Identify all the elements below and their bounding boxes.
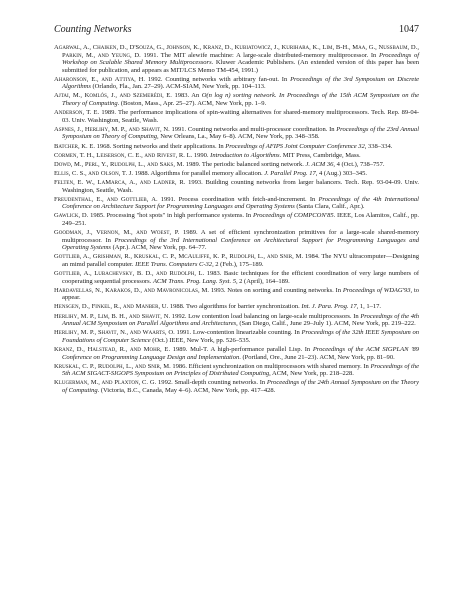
reference-entry (54, 143, 419, 151)
reference-details: , 338–334. (364, 142, 393, 150)
reference-venue: Proceedings of the ACM SIGPLAN '89 Conference on Programming Language Design and Implementation (62, 345, 419, 361)
reference-authors: Kranz, D., Halstead, R., and Mohr, E. (54, 345, 171, 353)
reference-authors: Aspnes, J., Herlihy, M. P., and Shavit, N. (54, 125, 170, 133)
reference-text: 1992. Low contention load balancing on large-scale multiprocessors. In (170, 312, 361, 320)
reference-details: . (Boston, Mass., Apr. 25–27). ACM, New York, pp. 1–9. (117, 100, 267, 108)
reference-details: . Kluwer Academic Publishers. (An extended version of this paper has been submitted for publication, and appears as MIT/LCS Memo TM-454, 1991.) (62, 59, 419, 74)
reference-authors: Freudenthal, E., and Gottlieb, A. (54, 195, 158, 203)
reference-entry (54, 303, 419, 311)
reference-entry (54, 346, 419, 361)
reference-text: 1990. (192, 151, 211, 159)
reference-text: 1991. Process coordination with fetch-and-increment. In (157, 195, 319, 203)
reference-text: 1989. The performance implications of spin-waiting alternatives for shared-memory multiprocessors. Tech. Rep. 89-04-03. Univ. Washington, Seattle, Wash. (62, 109, 419, 124)
reference-venue: Proceedings of the 24th Annual Symposium on the Theory of Computing (62, 379, 419, 394)
reference-text: 1993. Building counting networks from larger balancers. Tech. Rep. 93-04-09. Univ. Washington, Seattle, Wash. (62, 179, 420, 194)
reference-text: 1983. Basic techniques for the efficient coordination of very large numbers of cooperating sequential processors. (62, 270, 419, 285)
reference-details: . IEEE, Los Alamitos, Calif., pp. 249–251. (62, 212, 420, 228)
reference-entry (54, 229, 419, 252)
reference-details: . (Portland, Ore., June 21–23). ACM, New York, pp. 81–90. (239, 353, 395, 361)
reference-entry (54, 270, 419, 285)
running-head (54, 24, 419, 36)
reference-entry (54, 44, 419, 74)
reference-venue: J. ACM 36 (305, 160, 334, 168)
reference-venue: Proceedings of the 23rd Annual Symposium on Theory of Computing (62, 125, 419, 141)
reference-text: 1986. Efficient synchronization on multiprocessors with shared memory. In (170, 362, 371, 370)
page-body (54, 24, 419, 396)
reference-entry (54, 109, 419, 124)
reference-details: , (San Diego, Calif., June 29–July 1). ACM, New York, pp. 219–222. (236, 320, 416, 328)
reference-authors: Batcher, K. E. (54, 142, 96, 150)
reference-entry (54, 253, 419, 268)
reference-details: . (Victoria, B.C., Canada, May 4–6). ACM, New York, pp. 417–428. (97, 386, 276, 394)
reference-entry (54, 287, 419, 302)
reference-authors: Hardavellas, N., Karakos, D., and Mavronicolas, M. (54, 286, 209, 294)
reference-entry (54, 126, 419, 141)
reference-venue: Proceedings of the 4th International Conference on Architecture Support for Programming Languages and Operating Systems (62, 195, 419, 211)
reference-authors: Hensgen, D., Finkel, R., and Manber, U. (54, 303, 169, 311)
reference-authors: Agarwal, A., Chaiken, D., D'Souza, G., Johnson, K., Kranz, D., Kubiatowicz, J., Kurihara, K., Lim, B-H., Maa, G., Nussbaum, D., Parkin, M., and Yeung, D. (54, 44, 419, 59)
reference-venue: Introduction to Algorithms (210, 151, 280, 159)
reference-details: , 2 (April), 164–189. (235, 277, 290, 285)
reference-entry (54, 196, 419, 211)
reference-venue: IEEE Trans. Computers C-32 (135, 260, 213, 268)
page-number: 1047 (399, 24, 419, 35)
reference-authors: Aharonson, E., and Attiya, H. (54, 75, 146, 83)
reference-venue: Proceedings of Workshop on Scalable Shared Memory Multiprocessors (62, 51, 419, 67)
reference-venue: Proceedings of the 3rd Symposium on Discrete Algorithms (62, 75, 419, 91)
reference-authors: Goodman, J., Vernon, M., and Woest, P. (54, 229, 180, 237)
reference-authors: Gawlick, D. (54, 212, 89, 220)
reference-authors: Gottlieb, A., Grishman, R., Kruskal, C. P., McAuliffe, K. P., Rudolph, L., and Snir, M. (54, 253, 304, 261)
reference-venue: J. Parallel Prog. 17 (264, 169, 316, 177)
reference-details: , 4 (Aug.) 303–345. (315, 169, 367, 177)
reference-venue: O(n log n) sorting network. In Proceedings of the 15th ACM Symposium on the Theory of Computing (62, 92, 419, 108)
reference-entry (54, 152, 419, 160)
reference-details: , 1, 1–17. (356, 303, 382, 311)
reference-list (54, 44, 419, 394)
reference-authors: Herlihy, M. P., Lim, B. H., and Shavit, N. (54, 312, 171, 320)
reference-authors: Ellis, C. S., and Olson, T. J. (54, 169, 133, 177)
reference-text: 1983. An (171, 92, 202, 100)
reference-details: , ACM, New York, pp. 218–228. (269, 370, 354, 378)
reference-text: 1991. Low-contention linearizable counting. In (174, 329, 302, 337)
reference-entry (54, 161, 419, 169)
reference-text: 1993. Notes on sorting and counting networks. In (209, 286, 343, 294)
reference-text: 1968. Sorting networks and their applications. In (95, 142, 226, 150)
reference-entry (54, 76, 419, 91)
reference-authors: Kruskal, C. P., Rudolph, L., and Snir, M. (54, 362, 171, 370)
reference-details: (Apr.). ACM, New York, pp. 64–77. (110, 244, 207, 252)
reference-venue: Proceedings of WDAG'93 (342, 286, 411, 294)
reference-entry (54, 92, 419, 107)
reference-text: 1988. Algorithms for parallel memory allocation. (133, 169, 265, 177)
reference-entry (54, 212, 419, 227)
reference-venue: Proceedings of COMPCON'85 (252, 212, 334, 220)
reference-text: 1989. A set of efficient synchronization primitives for a large-scale shared-memory multiprocessor. In (62, 229, 419, 244)
reference-details: , New Orleans, La., May 6–8). ACM, New York, pp. 348–358. (157, 133, 320, 141)
reference-entry (54, 329, 419, 344)
reference-venue: Proceedings of the 5th ACM SIGACT-SIGOPS Symposium on Principles of Distributed Computing (62, 362, 419, 378)
reference-authors: Dowd, M., Perl, Y., Rudolph, L., and Saks, M. (54, 160, 185, 168)
reference-text: 1988. Two algorithms for barrier synchronization. (168, 303, 302, 311)
reference-text: 1991. Counting networks and multi-processor coordination. In (169, 125, 337, 133)
reference-text: 1984. The NYU ultracomputer—Designing an mimd parallel computer. (62, 253, 419, 268)
reference-entry (54, 379, 419, 394)
reference-venue: Int. J. Para. Prog. 17 (301, 303, 357, 311)
reference-authors: Cormen, T. H., Leiserson, C. E., and Rivest, R. L. (54, 151, 193, 159)
reference-venue: Proceedings of the 32th IEEE Symposium on Foundations of Computer Science (62, 329, 420, 344)
reference-authors: Klugerman, M., and Plaxton, C. G. (54, 379, 157, 387)
reference-venue: Proceedings of the 3rd International Conference on Architectural Support for Programming Languages and Operating Systems (62, 236, 419, 252)
reference-details: . MIT Press, Cambridge, Mass. (279, 151, 361, 159)
reference-authors: Ajtai, M., Komlós, J., and Szemerédi, E. (54, 92, 172, 100)
reference-details: , 4 (Oct.), 738–757. (333, 160, 385, 168)
reference-venue: ACM Trans. Prog. Lang. Syst. 5 (152, 277, 236, 285)
reference-text: 1989. Mul-T. A high-performance parallel Lisp. In (170, 345, 313, 353)
reference-details: (Santa Clara, Calif., Apr.). (294, 203, 365, 211)
reference-entry (54, 363, 419, 378)
running-title: Counting Networks (54, 24, 132, 35)
reference-authors: Herlihy, M. P., Shavit, N., and Waarts, O. (54, 329, 175, 337)
reference-text: 1992. Counting networks with arbitrary fan-out. In (145, 75, 291, 83)
reference-authors: Felten, E. W., LaMarca, A., and Ladner, R. (54, 179, 186, 187)
reference-venue: Proceedings of the 4th Annual ACM Symposium on Parallel Algorithms and Architectures (62, 312, 419, 328)
reference-venue: Proceedings of AFIPS Joint Computer Conference 32 (225, 142, 365, 150)
reference-text: 1992. Small-depth counting networks. In (156, 379, 267, 387)
reference-authors: Gottlieb, A., Lubachevsky, B. D., and Rudolph, L. (54, 270, 205, 278)
reference-text: 1985. Processing "hot spots" in high performance systems. In (88, 212, 253, 220)
reference-text: 1989. The periodic balanced sorting network. (184, 160, 306, 168)
reference-details: (Orlando, Fla., Jan. 27–29). ACM-SIAM, New York, pp. 104–113. (90, 83, 266, 91)
reference-entry (54, 179, 419, 194)
reference-text: 1991. The MIT alewife machine: A large-scale distributed-memory multiprocessor. In (140, 51, 379, 59)
reference-entry (54, 170, 419, 178)
reference-details: , to appear. (62, 286, 419, 302)
reference-details: (Oct.) IEEE, New York, pp. 526–535. (150, 336, 251, 344)
reference-authors: Anderson, T. E. (54, 109, 100, 117)
reference-details: , 2 (Feb.), 175–189. (212, 260, 264, 268)
reference-entry (54, 313, 419, 328)
